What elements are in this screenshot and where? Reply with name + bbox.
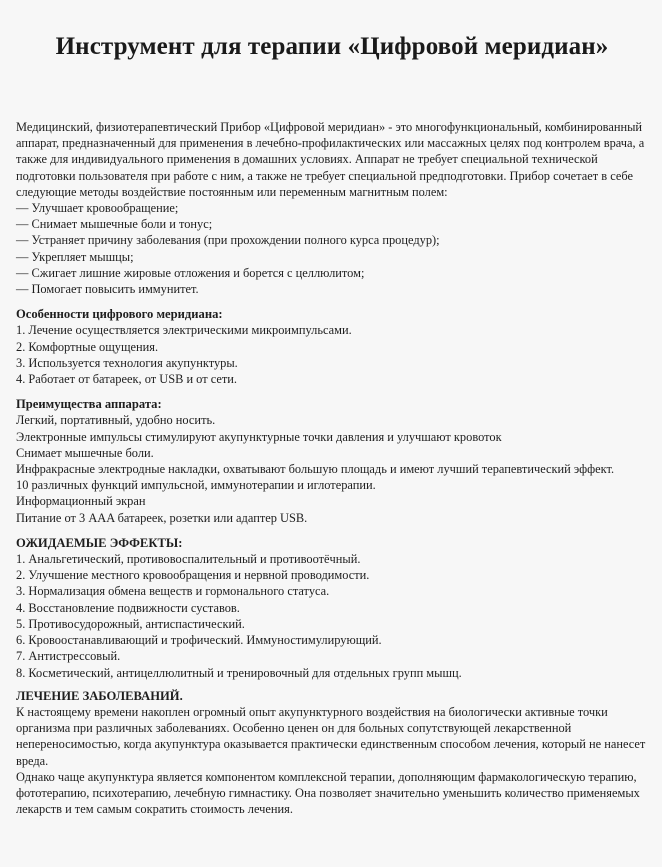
intro-paragraph: Медицинский, физиотерапевтический Прибор «Цифровой меридиан» - это многофункциональный, комбинированный аппарат, предназначенный для применения в лечебно-профилактических или массажных целях под контролем врача, а также для индивидуального применения в домашних условиях. Аппарат не требует специальной технической подготовки пользователя при работе с ним, а также не требует специальной предподготовки. Прибор сочетает в себе следующие методы воздействие постоянным или переменным магнитным полем: bbox=[16, 120, 645, 199]
effects-item: 8. Косметический, антицеллюлитный и тренировочный для отдельных групп мышц. bbox=[16, 665, 462, 680]
intro-bullet: — Помогает повысить иммунитет. bbox=[16, 282, 199, 297]
treatment-section bbox=[16, 688, 648, 818]
treatment-heading: ЛЕЧЕНИЕ ЗАБОЛЕВАНИЙ. bbox=[16, 688, 183, 703]
features-item: 4. Работает от батареек, от USB и от сети. bbox=[16, 372, 238, 387]
intro-bullet: — Снимает мышечные боли и тонус; bbox=[16, 217, 213, 232]
features-item: 2. Комфортные ощущения. bbox=[16, 339, 159, 354]
effects-item: 6. Кровоостанавливающий и трофический. Иммуностимулирующий. bbox=[16, 633, 382, 648]
treatment-paragraph: Однако чаще акупунктура является компонентом комплексной терапии, дополняющим фармакологическую терапию, фототерапию, психотерапию, лечебную гимнастику. Она позволяет значительно уменьшить количество применяемых лекарств и тем самым сократить стоимость лечения. bbox=[16, 769, 640, 817]
features-item: 3. Используется технология акупунктуры. bbox=[16, 355, 238, 370]
treatment-paragraph: К настоящему времени накоплен огромный опыт акупунктурного воздействия на биологически активные точки организма при различных заболеваниях. Особенно ценен он для больных сопутствующей лекарственной непереносимостью, когда акупунктура оказывается практически единственным способом лечения, который не нанесет вреда. bbox=[16, 704, 646, 768]
features-item: 1. Лечение осуществляется электрическими микроимпульсами. bbox=[16, 323, 352, 338]
advantages-item: Электронные импульсы стимулируют акупунктурные точки давления и улучшают кровоток bbox=[16, 429, 502, 444]
advantages-item: Инфракрасные электродные накладки, охватывают большую площадь и имеют лучший терапевтический эффект. bbox=[16, 462, 615, 477]
intro-bullet: — Укрепляет мышцы; bbox=[16, 249, 134, 264]
page-title: Инструмент для терапии «Цифровой меридиан» bbox=[55, 33, 609, 60]
effects-section bbox=[16, 535, 648, 681]
intro-section bbox=[16, 119, 648, 297]
effects-heading: ОЖИДАЕМЫЕ ЭФФЕКТЫ: bbox=[16, 535, 183, 550]
advantages-item: Снимает мышечные боли. bbox=[16, 445, 154, 460]
effects-item: 5. Противосудорожный, антиспастический. bbox=[16, 616, 245, 631]
effects-item: 2. Улучшение местного кровообращения и нервной проводимости. bbox=[16, 568, 370, 583]
features-section bbox=[16, 306, 648, 387]
advantages-item: 10 различных функций импульсной, иммунотерапии и иглотерапии. bbox=[16, 478, 376, 493]
effects-item: 7. Антистрессовый. bbox=[16, 649, 121, 664]
advantages-section bbox=[16, 396, 648, 526]
effects-item: 4. Восстановление подвижности суставов. bbox=[16, 600, 240, 615]
advantages-heading: Преимущества аппарата: bbox=[16, 397, 162, 412]
effects-item: 1. Анальгетический, противовоспалительный и противоотёчный. bbox=[16, 552, 361, 567]
advantages-item: Легкий, портативный, удобно носить. bbox=[16, 413, 216, 428]
intro-bullet: — Сжигает лишние жировые отложения и борется с целлюлитом; bbox=[16, 265, 365, 280]
effects-item: 3. Нормализация обмена веществ и гормонального статуса. bbox=[16, 584, 330, 599]
intro-bullet: — Устраняет причину заболевания (при прохождении полного курса процедур); bbox=[16, 233, 440, 248]
intro-bullet: — Улучшает кровообращение; bbox=[16, 201, 179, 216]
features-heading: Особенности цифрового меридиана: bbox=[16, 307, 223, 322]
advantages-item: Питание от 3 AAA батареек, розетки или адаптер USB. bbox=[16, 510, 308, 525]
advantages-item: Информационный экран bbox=[16, 494, 146, 509]
